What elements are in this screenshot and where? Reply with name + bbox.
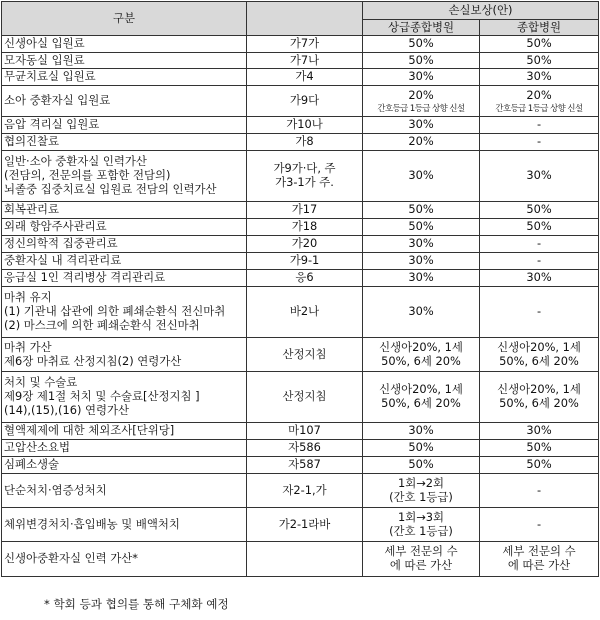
tertiary-line: 50% [408, 440, 434, 455]
tertiary-line: 50% [408, 52, 434, 67]
table-row [2, 236, 599, 253]
cell-general [480, 117, 599, 134]
name-line: 음압 격리실 입원료 [4, 117, 100, 132]
cell-name [2, 423, 247, 440]
cell-code [247, 202, 363, 219]
header-tertiary-hospital: 상급종합병원 [363, 20, 480, 36]
cell-code [247, 69, 363, 86]
cell-general [480, 202, 599, 219]
cell-code [247, 53, 363, 69]
general-line: 신생아20%, 1세 [497, 339, 581, 354]
name-line: (14),(15),(16) 연령가산 [4, 402, 130, 417]
footnote: * 학회 등과 협의를 통해 구체화 예정 [44, 597, 229, 611]
cell-name [2, 440, 247, 457]
name-line: 마취 가산 [4, 339, 52, 354]
code-line: 가10나 [286, 117, 323, 132]
cell-general [480, 287, 599, 338]
tertiary-line: 20% [408, 134, 434, 149]
cell-name [2, 474, 247, 508]
code-line: 가18 [291, 219, 318, 234]
cell-tertiary [363, 36, 480, 53]
name-line: 제9장 제1절 처치 및 수술료[산정지침 ] [4, 389, 200, 404]
cell-general [480, 236, 599, 253]
code-line: 가7나 [289, 52, 320, 67]
cell-name [2, 508, 247, 542]
cell-general [480, 372, 599, 423]
cell-code [247, 253, 363, 270]
table-row [2, 36, 599, 53]
general-line: 30% [526, 270, 552, 285]
table-row [2, 86, 599, 117]
code-line: 가7가 [289, 36, 320, 51]
name-line: 고압산소요법 [4, 440, 71, 455]
general-line: 세부 전문의 수 [502, 544, 576, 559]
general-note: 간호등급 1등급 상향 신설 [495, 102, 583, 113]
general-line: 신생아20%, 1세 [497, 382, 581, 397]
general-line: 30% [526, 69, 552, 84]
tertiary-line: 30% [408, 236, 434, 251]
tertiary-line: 신생아20%, 1세 [379, 339, 463, 354]
cell-code [247, 372, 363, 423]
name-line: 신생아중환자실 인력 가산* [4, 551, 138, 566]
cell-code [247, 440, 363, 457]
name-line: 외래 항암주사관리료 [4, 219, 107, 234]
cell-name [2, 457, 247, 474]
tertiary-line: 30% [408, 117, 434, 132]
general-line: 50% [526, 202, 552, 217]
name-line: 무균치료실 입원료 [4, 69, 96, 84]
tertiary-line: 50%, 6세 20% [381, 353, 461, 368]
general-line: 50% [526, 457, 552, 472]
code-line: 마107 [288, 423, 321, 438]
table-row [2, 134, 599, 151]
cell-code [247, 457, 363, 474]
general-line: - [536, 516, 542, 531]
general-line: 30% [526, 168, 552, 183]
tertiary-line: 30% [408, 69, 434, 84]
cell-tertiary [363, 440, 480, 457]
general-line: - [536, 304, 542, 319]
name-line: 응급실 1인 격리병상 격리관리료 [4, 270, 166, 285]
code-line: 자586 [288, 440, 321, 455]
cell-tertiary [363, 219, 480, 236]
code-line: 가20 [291, 236, 318, 251]
cell-name [2, 69, 247, 86]
name-line: 신생아실 입원료 [4, 36, 85, 51]
general-line: - [536, 236, 542, 251]
code-line: 산정지침 [282, 346, 327, 361]
cell-code [247, 287, 363, 338]
code-line: 자2-1,가 [282, 482, 327, 497]
tertiary-line: (간호 1등급) [389, 489, 453, 504]
cell-code [247, 236, 363, 253]
code-line: 가17 [291, 202, 318, 217]
name-line: 소아 중환자실 입원료 [4, 93, 111, 108]
table-body [2, 36, 599, 577]
tertiary-line: 30% [408, 168, 434, 183]
cell-code [247, 474, 363, 508]
cell-tertiary [363, 53, 480, 69]
cell-tertiary [363, 474, 480, 508]
cell-name [2, 117, 247, 134]
code-line: 가4 [295, 69, 314, 84]
table-row [2, 474, 599, 508]
general-line: 50% [526, 440, 552, 455]
tertiary-line: 50% [408, 36, 434, 51]
general-line: 50%, 6세 20% [499, 396, 579, 410]
cell-tertiary [363, 542, 480, 577]
table-row [2, 542, 599, 577]
table-row [2, 287, 599, 338]
cell-name [2, 287, 247, 338]
table-header [2, 2, 599, 36]
name-line: 협의진찰료 [4, 134, 60, 149]
cell-general [480, 423, 599, 440]
compensation-table [1, 1, 599, 577]
cell-code [247, 151, 363, 202]
name-line: 마취 유지 [4, 290, 52, 305]
tertiary-line: 30% [408, 423, 434, 438]
name-line: 체위변경처치·흡입배농 및 배액처치 [4, 516, 180, 531]
general-line: - [536, 134, 542, 149]
header-code-blank [247, 2, 363, 36]
cell-name [2, 253, 247, 270]
table-row [2, 253, 599, 270]
table-row [2, 202, 599, 219]
code-line: 가9-1 [289, 253, 320, 268]
header-general-hospital: 종합병원 [480, 20, 599, 36]
cell-name [2, 53, 247, 69]
tertiary-note: 간호등급 1등급 상향 신설 [377, 102, 465, 113]
table-row [2, 219, 599, 236]
cell-name [2, 202, 247, 219]
cell-tertiary [363, 134, 480, 151]
cell-tertiary [363, 236, 480, 253]
cell-name [2, 270, 247, 287]
cell-general [480, 134, 599, 151]
tertiary-line: 50% [408, 219, 434, 234]
cell-name [2, 236, 247, 253]
cell-general [480, 219, 599, 236]
cell-tertiary [363, 287, 480, 338]
general-line: 에 따른 가산 [507, 558, 571, 572]
general-line: 50% [526, 36, 552, 51]
cell-general [480, 69, 599, 86]
header-compensation: 손실보상(안) [363, 2, 599, 20]
cell-name [2, 219, 247, 236]
cell-general [480, 86, 599, 117]
cell-general [480, 53, 599, 69]
name-line: 회복관리료 [4, 202, 60, 217]
cell-code [247, 36, 363, 53]
table-row [2, 69, 599, 86]
name-line: 정신의학적 집중관리료 [4, 236, 118, 251]
cell-code [247, 219, 363, 236]
name-line: 중환자실 내 격리관리료 [4, 253, 122, 268]
cell-name [2, 372, 247, 423]
tertiary-line: 30% [408, 270, 434, 285]
cell-general [480, 474, 599, 508]
cell-code [247, 508, 363, 542]
table-row [2, 270, 599, 287]
code-line: 자587 [288, 457, 321, 472]
code-line: 가9가·다, 주 [273, 161, 336, 176]
code-line: 바2나 [289, 304, 320, 319]
cell-code [247, 134, 363, 151]
cell-code [247, 542, 363, 577]
name-line: (1) 기관내 삽관에 의한 폐쇄순환식 전신마취 [4, 304, 226, 319]
tertiary-line: 세부 전문의 수 [384, 544, 458, 559]
cell-tertiary [363, 423, 480, 440]
general-line: 50%, 6세 20% [499, 353, 579, 368]
name-line: (2) 마스크에 의한 폐쇄순환식 전신마취 [4, 317, 200, 332]
cell-code [247, 423, 363, 440]
tertiary-line: (간호 1등급) [389, 523, 453, 538]
tertiary-line: 신생아20%, 1세 [379, 382, 463, 397]
cell-code [247, 86, 363, 117]
tertiary-line: 50% [408, 202, 434, 217]
cell-tertiary [363, 86, 480, 117]
cell-tertiary [363, 508, 480, 542]
cell-general [480, 338, 599, 372]
table-row [2, 457, 599, 474]
cell-name [2, 36, 247, 53]
name-line: 단순처치·염증성처치 [4, 482, 107, 497]
cell-code [247, 117, 363, 134]
cell-general [480, 253, 599, 270]
table-row [2, 151, 599, 202]
tertiary-line: 20% [408, 87, 434, 102]
code-line: 가8 [295, 134, 314, 149]
name-line: 처치 및 수술료 [4, 375, 78, 390]
code-line: 응6 [295, 270, 314, 285]
name-line: 심폐소생술 [4, 457, 60, 472]
cell-name [2, 338, 247, 372]
cell-general [480, 440, 599, 457]
cell-general [480, 542, 599, 577]
general-line: 30% [526, 423, 552, 438]
code-line: 산정지침 [282, 389, 327, 404]
table-row [2, 53, 599, 69]
cell-tertiary [363, 253, 480, 270]
cell-tertiary [363, 117, 480, 134]
tertiary-line: 1회→3회 [397, 509, 445, 524]
header-category: 구분 [2, 2, 247, 36]
cell-tertiary [363, 151, 480, 202]
cell-code [247, 338, 363, 372]
cell-name [2, 151, 247, 202]
cell-tertiary [363, 372, 480, 423]
general-line: - [536, 482, 542, 497]
code-line: 가9다 [289, 93, 320, 108]
name-line: 일반·소아 중환자실 인력가산 [4, 154, 147, 169]
general-line: 20% [526, 87, 552, 102]
code-line: 가3-1가 주. [275, 175, 334, 189]
tertiary-line: 에 따른 가산 [389, 558, 453, 572]
code-line: 가2-1라바 [278, 516, 331, 531]
cell-general [480, 36, 599, 53]
table-row [2, 117, 599, 134]
cell-tertiary [363, 69, 480, 86]
general-line: - [536, 117, 542, 132]
cell-name [2, 86, 247, 117]
cell-tertiary [363, 338, 480, 372]
cell-tertiary [363, 457, 480, 474]
table-row [2, 338, 599, 372]
general-line: 50% [526, 52, 552, 67]
tertiary-line: 30% [408, 253, 434, 268]
general-line: - [536, 253, 542, 268]
name-line: 제6장 마취료 산정지침(2) 연령가산 [4, 353, 182, 368]
table-row [2, 423, 599, 440]
cell-general [480, 457, 599, 474]
tertiary-line: 1회→2회 [397, 475, 445, 490]
cell-general [480, 151, 599, 202]
name-line: 모자동실 입원료 [4, 52, 85, 67]
tertiary-line: 30% [408, 304, 434, 319]
cell-name [2, 134, 247, 151]
cell-general [480, 508, 599, 542]
table-row [2, 440, 599, 457]
general-line: 50% [526, 219, 552, 234]
name-line: 혈액제제에 대한 체외조사[단위당] [4, 423, 175, 438]
cell-code [247, 270, 363, 287]
tertiary-line: 50% [408, 457, 434, 472]
cell-name [2, 542, 247, 577]
name-line: 뇌졸중 집중치료실 입원료 전담의 인력가산 [4, 181, 217, 196]
cell-general [480, 270, 599, 287]
cell-tertiary [363, 270, 480, 287]
table-row [2, 372, 599, 423]
cell-tertiary [363, 202, 480, 219]
tertiary-line: 50%, 6세 20% [381, 396, 461, 410]
name-line: (전담의, 전문의를 포함한 전담의) [4, 168, 171, 183]
table-row [2, 508, 599, 542]
